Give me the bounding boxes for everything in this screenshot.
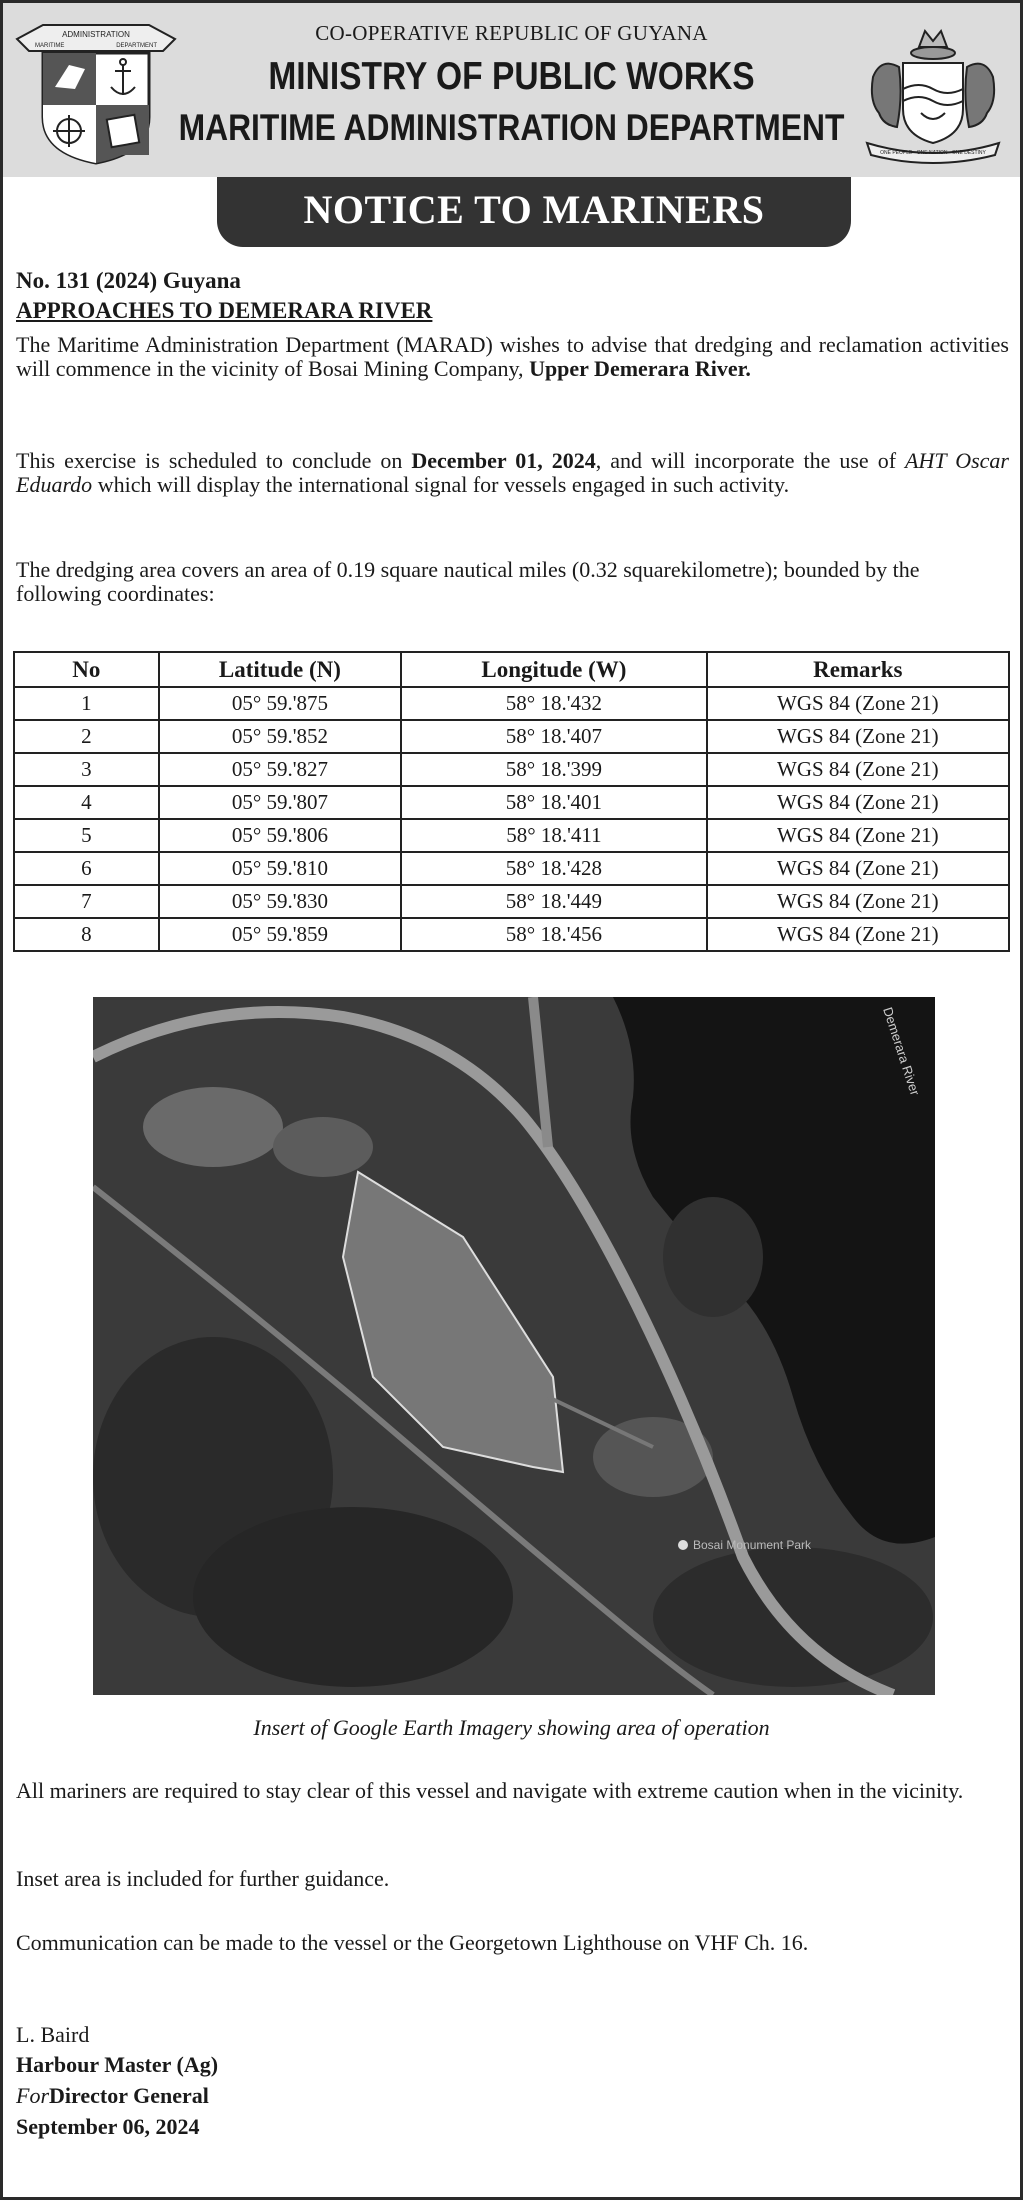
- satellite-map: [93, 997, 935, 1695]
- cell-no: 8: [14, 918, 159, 951]
- department-name: MARITIME ADMINISTRATION DEPARTMENT: [178, 107, 845, 148]
- cell-remarks: WGS 84 (Zone 21): [707, 687, 1009, 720]
- paragraph-area: The dredging area covers an area of 0.19 square nautical miles (0.32 squarekilometre); bounded by the following coordinates:: [16, 557, 920, 606]
- table-row: [14, 720, 1009, 753]
- cell-remarks: WGS 84 (Zone 21): [707, 852, 1009, 885]
- schedule-text-a: This exercise is scheduled to conclude on: [16, 448, 412, 473]
- cell-no: 4: [14, 786, 159, 819]
- notice-number: No. 131 (2024) Guyana: [16, 268, 241, 293]
- col-longitude-header: Longitude (W): [401, 652, 706, 687]
- cell-longitude: 58° 18.'399: [401, 753, 706, 786]
- end-date: December 01, 2024: [411, 448, 596, 473]
- cell-no: 6: [14, 852, 159, 885]
- col-remarks-header: Remarks: [707, 652, 1009, 687]
- paragraph-caution: All mariners are required to stay clear of this vessel and navigate with extreme caution when in the vicinity.: [16, 1778, 964, 1803]
- col-latitude-header: Latitude (N): [159, 652, 402, 687]
- cell-longitude: 58° 18.'432: [401, 687, 706, 720]
- notice-title: APPROACHES TO DEMERARA RIVER: [16, 298, 433, 323]
- for-title: Director General: [49, 2083, 209, 2108]
- col-no-header: No: [14, 652, 159, 687]
- cell-latitude: 05° 59.'830: [159, 885, 402, 918]
- cell-latitude: 05° 59.'807: [159, 786, 402, 819]
- cell-no: 5: [14, 819, 159, 852]
- table-row: [14, 753, 1009, 786]
- vessel-name: AHT Oscar Eduardo: [16, 448, 1009, 497]
- cell-latitude: 05° 59.'875: [159, 687, 402, 720]
- table-row: [14, 786, 1009, 819]
- cell-latitude: 05° 59.'852: [159, 720, 402, 753]
- map-caption: Insert of Google Earth Imagery showing area of operation: [253, 1715, 770, 1740]
- cell-remarks: WGS 84 (Zone 21): [707, 918, 1009, 951]
- cell-no: 3: [14, 753, 159, 786]
- cell-longitude: 58° 18.'411: [401, 819, 706, 852]
- table-row: [14, 687, 1009, 720]
- park-label: Bosai Monument Park: [693, 1538, 812, 1552]
- cell-no: 7: [14, 885, 159, 918]
- cell-remarks: WGS 84 (Zone 21): [707, 753, 1009, 786]
- cell-remarks: WGS 84 (Zone 21): [707, 720, 1009, 753]
- table-header-row: [14, 652, 1009, 687]
- coat-of-arms: [859, 17, 1007, 165]
- notice-banner: NOTICE TO MARINERS: [217, 177, 851, 247]
- table-row: [14, 885, 1009, 918]
- cell-no: 2: [14, 720, 159, 753]
- cell-remarks: WGS 84 (Zone 21): [707, 786, 1009, 819]
- letterhead: [3, 3, 1020, 177]
- paragraph-schedule: [16, 449, 1009, 497]
- paragraph-communication: Communication can be made to the vessel or the Georgetown Lighthouse on VHF Ch. 16.: [16, 1930, 809, 1955]
- cell-remarks: WGS 84 (Zone 21): [707, 819, 1009, 852]
- cell-latitude: 05° 59.'806: [159, 819, 402, 852]
- schedule-text-c: which will display the international signal for vessels engaged in such activity.: [92, 472, 790, 497]
- signatory-name: L. Baird: [16, 2022, 90, 2047]
- cell-remarks: WGS 84 (Zone 21): [707, 885, 1009, 918]
- paragraph-intro: [16, 333, 1009, 381]
- schedule-text-b: , and will incorporate the use of: [595, 448, 906, 473]
- cell-latitude: 05° 59.'810: [159, 852, 402, 885]
- table-row: [14, 819, 1009, 852]
- paragraph-inset: Inset area is included for further guidance.: [16, 1866, 390, 1891]
- signatory-for-line: [16, 2084, 1009, 2108]
- cell-longitude: 58° 18.'456: [401, 918, 706, 951]
- cell-longitude: 58° 18.'401: [401, 786, 706, 819]
- logo-ring-text-left: MARITIME: [35, 43, 65, 49]
- for-word: For: [16, 2083, 49, 2108]
- intro-text: The Maritime Administration Department (MARAD) wishes to advise that dredging and reclamation activities will commence in the vicinity of Bosai Mining Company,: [16, 332, 1009, 381]
- river-label: Demerara River: [880, 1005, 923, 1098]
- cell-longitude: 58° 18.'449: [401, 885, 706, 918]
- logo-ring-text: ADMINISTRATION: [62, 30, 130, 39]
- intro-location: Upper Demerara River.: [529, 356, 751, 381]
- coordinates-table: [13, 651, 1010, 952]
- republic-name: CO-OPERATIVE REPUBLIC OF GUYANA: [315, 21, 708, 45]
- cell-latitude: 05° 59.'827: [159, 753, 402, 786]
- cell-no: 1: [14, 687, 159, 720]
- logo-ring-text-right: DEPARTMENT: [116, 43, 157, 49]
- table-row: [14, 918, 1009, 951]
- cell-longitude: 58° 18.'428: [401, 852, 706, 885]
- notice-date: September 06, 2024: [16, 2114, 200, 2139]
- motto-text: ONE PEOPLE · ONE NATION · ONE DESTINY: [880, 150, 986, 156]
- ministry-name: MINISTRY OF PUBLIC WORKS: [268, 55, 755, 98]
- cell-longitude: 58° 18.'407: [401, 720, 706, 753]
- cell-latitude: 05° 59.'859: [159, 918, 402, 951]
- signatory-title: Harbour Master (Ag): [16, 2052, 219, 2077]
- table-row: [14, 852, 1009, 885]
